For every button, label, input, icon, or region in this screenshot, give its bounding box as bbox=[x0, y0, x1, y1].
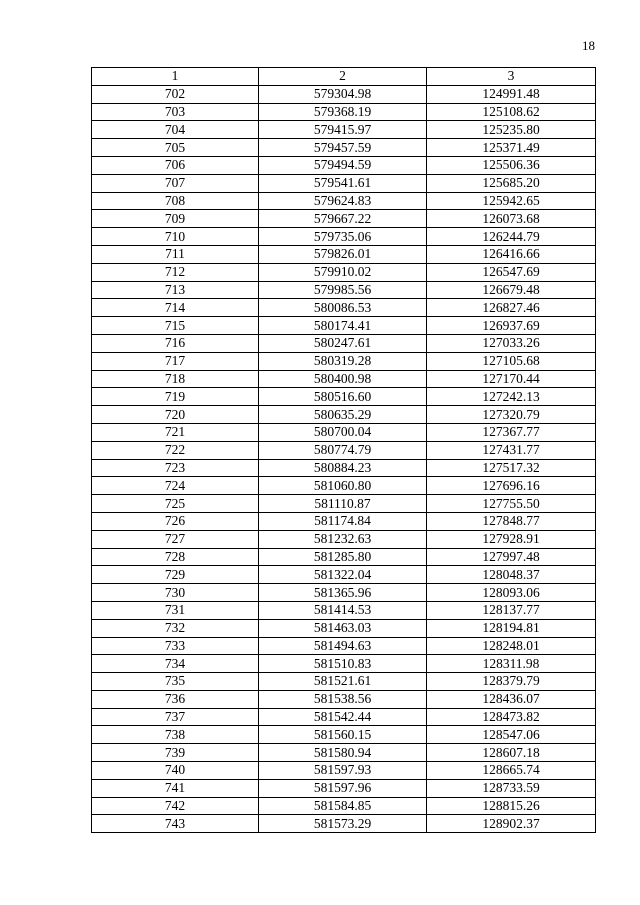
point-number-cell: 709 bbox=[92, 210, 259, 228]
table-row bbox=[92, 228, 596, 246]
y-coordinate-cell: 128093.06 bbox=[427, 584, 596, 602]
point-number-cell: 741 bbox=[92, 779, 259, 797]
x-coordinate-cell: 579624.83 bbox=[259, 192, 427, 210]
coordinates-table bbox=[91, 67, 596, 833]
y-coordinate-cell: 126679.48 bbox=[427, 281, 596, 299]
x-coordinate-cell: 580516.60 bbox=[259, 388, 427, 406]
table-row bbox=[92, 495, 596, 513]
x-coordinate-cell: 581463.03 bbox=[259, 619, 427, 637]
table-row bbox=[92, 406, 596, 424]
x-coordinate-cell: 580400.98 bbox=[259, 370, 427, 388]
point-number-cell: 705 bbox=[92, 139, 259, 157]
point-number-cell: 728 bbox=[92, 548, 259, 566]
point-number-cell: 711 bbox=[92, 245, 259, 263]
x-coordinate-cell: 581285.80 bbox=[259, 548, 427, 566]
table-row bbox=[92, 762, 596, 780]
x-coordinate-cell: 581494.63 bbox=[259, 637, 427, 655]
y-coordinate-cell: 128665.74 bbox=[427, 762, 596, 780]
y-coordinate-cell: 127997.48 bbox=[427, 548, 596, 566]
y-coordinate-cell: 126827.46 bbox=[427, 299, 596, 317]
y-coordinate-cell: 126244.79 bbox=[427, 228, 596, 246]
point-number-cell: 724 bbox=[92, 477, 259, 495]
table-row bbox=[92, 637, 596, 655]
point-number-cell: 713 bbox=[92, 281, 259, 299]
point-number-cell: 712 bbox=[92, 263, 259, 281]
x-coordinate-cell: 581538.56 bbox=[259, 690, 427, 708]
y-coordinate-cell: 126937.69 bbox=[427, 317, 596, 335]
point-number-cell: 716 bbox=[92, 334, 259, 352]
x-coordinate-cell: 581580.94 bbox=[259, 744, 427, 762]
y-coordinate-cell: 127170.44 bbox=[427, 370, 596, 388]
y-coordinate-cell: 127367.77 bbox=[427, 423, 596, 441]
y-coordinate-cell: 128473.82 bbox=[427, 708, 596, 726]
x-coordinate-cell: 580174.41 bbox=[259, 317, 427, 335]
x-coordinate-cell: 579494.59 bbox=[259, 156, 427, 174]
y-coordinate-cell: 125942.65 bbox=[427, 192, 596, 210]
point-number-cell: 732 bbox=[92, 619, 259, 637]
table-row bbox=[92, 156, 596, 174]
y-coordinate-cell: 127242.13 bbox=[427, 388, 596, 406]
table-row bbox=[92, 673, 596, 691]
y-coordinate-cell: 127517.32 bbox=[427, 459, 596, 477]
table-row bbox=[92, 797, 596, 815]
table-row bbox=[92, 744, 596, 762]
table-row bbox=[92, 174, 596, 192]
point-number-cell: 736 bbox=[92, 690, 259, 708]
table-row bbox=[92, 210, 596, 228]
x-coordinate-cell: 579826.01 bbox=[259, 245, 427, 263]
y-coordinate-cell: 128547.06 bbox=[427, 726, 596, 744]
x-coordinate-cell: 579910.02 bbox=[259, 263, 427, 281]
y-coordinate-cell: 127848.77 bbox=[427, 512, 596, 530]
point-number-cell: 729 bbox=[92, 566, 259, 584]
point-number-cell: 725 bbox=[92, 495, 259, 513]
table-row bbox=[92, 370, 596, 388]
table-row bbox=[92, 441, 596, 459]
y-coordinate-cell: 128137.77 bbox=[427, 601, 596, 619]
x-coordinate-cell: 581174.84 bbox=[259, 512, 427, 530]
y-coordinate-cell: 124991.48 bbox=[427, 85, 596, 103]
x-coordinate-cell: 579735.06 bbox=[259, 228, 427, 246]
y-coordinate-cell: 128607.18 bbox=[427, 744, 596, 762]
x-coordinate-cell: 581060.80 bbox=[259, 477, 427, 495]
table-row bbox=[92, 584, 596, 602]
point-number-cell: 726 bbox=[92, 512, 259, 530]
table-row bbox=[92, 103, 596, 121]
x-coordinate-cell: 579985.56 bbox=[259, 281, 427, 299]
x-coordinate-cell: 579304.98 bbox=[259, 85, 427, 103]
point-number-cell: 714 bbox=[92, 299, 259, 317]
table-row bbox=[92, 334, 596, 352]
table-body bbox=[92, 85, 596, 832]
point-number-cell: 735 bbox=[92, 673, 259, 691]
table-row bbox=[92, 388, 596, 406]
table-row bbox=[92, 352, 596, 370]
table-row bbox=[92, 477, 596, 495]
x-coordinate-cell: 581597.96 bbox=[259, 779, 427, 797]
y-coordinate-cell: 128436.07 bbox=[427, 690, 596, 708]
point-number-cell: 707 bbox=[92, 174, 259, 192]
table-row bbox=[92, 192, 596, 210]
point-number-cell: 743 bbox=[92, 815, 259, 833]
x-coordinate-cell: 580247.61 bbox=[259, 334, 427, 352]
y-coordinate-cell: 127696.16 bbox=[427, 477, 596, 495]
y-coordinate-cell: 127755.50 bbox=[427, 495, 596, 513]
point-number-cell: 733 bbox=[92, 637, 259, 655]
y-coordinate-cell: 127431.77 bbox=[427, 441, 596, 459]
point-number-cell: 740 bbox=[92, 762, 259, 780]
point-number-cell: 730 bbox=[92, 584, 259, 602]
table-row bbox=[92, 601, 596, 619]
table-row bbox=[92, 726, 596, 744]
point-number-cell: 708 bbox=[92, 192, 259, 210]
x-coordinate-cell: 580635.29 bbox=[259, 406, 427, 424]
point-number-cell: 721 bbox=[92, 423, 259, 441]
point-number-cell: 739 bbox=[92, 744, 259, 762]
x-coordinate-cell: 579457.59 bbox=[259, 139, 427, 157]
table-row bbox=[92, 619, 596, 637]
point-number-cell: 717 bbox=[92, 352, 259, 370]
y-coordinate-cell: 126416.66 bbox=[427, 245, 596, 263]
x-coordinate-cell: 581560.15 bbox=[259, 726, 427, 744]
x-coordinate-cell: 581521.61 bbox=[259, 673, 427, 691]
table-row bbox=[92, 245, 596, 263]
point-number-cell: 731 bbox=[92, 601, 259, 619]
point-number-cell: 710 bbox=[92, 228, 259, 246]
table-row bbox=[92, 263, 596, 281]
point-number-cell: 720 bbox=[92, 406, 259, 424]
table-row bbox=[92, 85, 596, 103]
x-coordinate-cell: 581110.87 bbox=[259, 495, 427, 513]
x-coordinate-cell: 579667.22 bbox=[259, 210, 427, 228]
table-row bbox=[92, 779, 596, 797]
point-number-cell: 702 bbox=[92, 85, 259, 103]
y-coordinate-cell: 128248.01 bbox=[427, 637, 596, 655]
table-row bbox=[92, 655, 596, 673]
point-number-cell: 727 bbox=[92, 530, 259, 548]
y-coordinate-cell: 128733.59 bbox=[427, 779, 596, 797]
x-coordinate-cell: 581573.29 bbox=[259, 815, 427, 833]
column-header-1: 1 bbox=[92, 68, 259, 86]
y-coordinate-cell: 125371.49 bbox=[427, 139, 596, 157]
point-number-cell: 715 bbox=[92, 317, 259, 335]
table-row bbox=[92, 708, 596, 726]
y-coordinate-cell: 128902.37 bbox=[427, 815, 596, 833]
table-row bbox=[92, 548, 596, 566]
table-row bbox=[92, 281, 596, 299]
y-coordinate-cell: 125235.80 bbox=[427, 121, 596, 139]
point-number-cell: 718 bbox=[92, 370, 259, 388]
y-coordinate-cell: 125685.20 bbox=[427, 174, 596, 192]
table-row bbox=[92, 690, 596, 708]
y-coordinate-cell: 126073.68 bbox=[427, 210, 596, 228]
table-row bbox=[92, 459, 596, 477]
y-coordinate-cell: 128194.81 bbox=[427, 619, 596, 637]
x-coordinate-cell: 580319.28 bbox=[259, 352, 427, 370]
x-coordinate-cell: 581322.04 bbox=[259, 566, 427, 584]
table-row bbox=[92, 317, 596, 335]
x-coordinate-cell: 581414.53 bbox=[259, 601, 427, 619]
table-row bbox=[92, 299, 596, 317]
y-coordinate-cell: 127928.91 bbox=[427, 530, 596, 548]
table-row bbox=[92, 530, 596, 548]
x-coordinate-cell: 580086.53 bbox=[259, 299, 427, 317]
x-coordinate-cell: 579368.19 bbox=[259, 103, 427, 121]
x-coordinate-cell: 580700.04 bbox=[259, 423, 427, 441]
y-coordinate-cell: 125506.36 bbox=[427, 156, 596, 174]
y-coordinate-cell: 127105.68 bbox=[427, 352, 596, 370]
point-number-cell: 719 bbox=[92, 388, 259, 406]
x-coordinate-cell: 580774.79 bbox=[259, 441, 427, 459]
y-coordinate-cell: 125108.62 bbox=[427, 103, 596, 121]
page-number: 18 bbox=[582, 38, 595, 53]
point-number-cell: 703 bbox=[92, 103, 259, 121]
x-coordinate-cell: 581597.93 bbox=[259, 762, 427, 780]
y-coordinate-cell: 127033.26 bbox=[427, 334, 596, 352]
point-number-cell: 737 bbox=[92, 708, 259, 726]
x-coordinate-cell: 580884.23 bbox=[259, 459, 427, 477]
table-row bbox=[92, 512, 596, 530]
y-coordinate-cell: 128379.79 bbox=[427, 673, 596, 691]
x-coordinate-cell: 581584.85 bbox=[259, 797, 427, 815]
y-coordinate-cell: 128311.98 bbox=[427, 655, 596, 673]
point-number-cell: 723 bbox=[92, 459, 259, 477]
x-coordinate-cell: 581232.63 bbox=[259, 530, 427, 548]
point-number-cell: 738 bbox=[92, 726, 259, 744]
x-coordinate-cell: 581365.96 bbox=[259, 584, 427, 602]
x-coordinate-cell: 581542.44 bbox=[259, 708, 427, 726]
y-coordinate-cell: 126547.69 bbox=[427, 263, 596, 281]
table-row bbox=[92, 566, 596, 584]
y-coordinate-cell: 128815.26 bbox=[427, 797, 596, 815]
column-header-2: 2 bbox=[259, 68, 427, 86]
point-number-cell: 706 bbox=[92, 156, 259, 174]
point-number-cell: 704 bbox=[92, 121, 259, 139]
x-coordinate-cell: 579541.61 bbox=[259, 174, 427, 192]
table-header-row bbox=[92, 68, 596, 86]
table-row bbox=[92, 139, 596, 157]
point-number-cell: 722 bbox=[92, 441, 259, 459]
table-row bbox=[92, 121, 596, 139]
y-coordinate-cell: 127320.79 bbox=[427, 406, 596, 424]
point-number-cell: 742 bbox=[92, 797, 259, 815]
x-coordinate-cell: 579415.97 bbox=[259, 121, 427, 139]
point-number-cell: 734 bbox=[92, 655, 259, 673]
table-row bbox=[92, 423, 596, 441]
y-coordinate-cell: 128048.37 bbox=[427, 566, 596, 584]
x-coordinate-cell: 581510.83 bbox=[259, 655, 427, 673]
column-header-3: 3 bbox=[427, 68, 596, 86]
table-row bbox=[92, 815, 596, 833]
